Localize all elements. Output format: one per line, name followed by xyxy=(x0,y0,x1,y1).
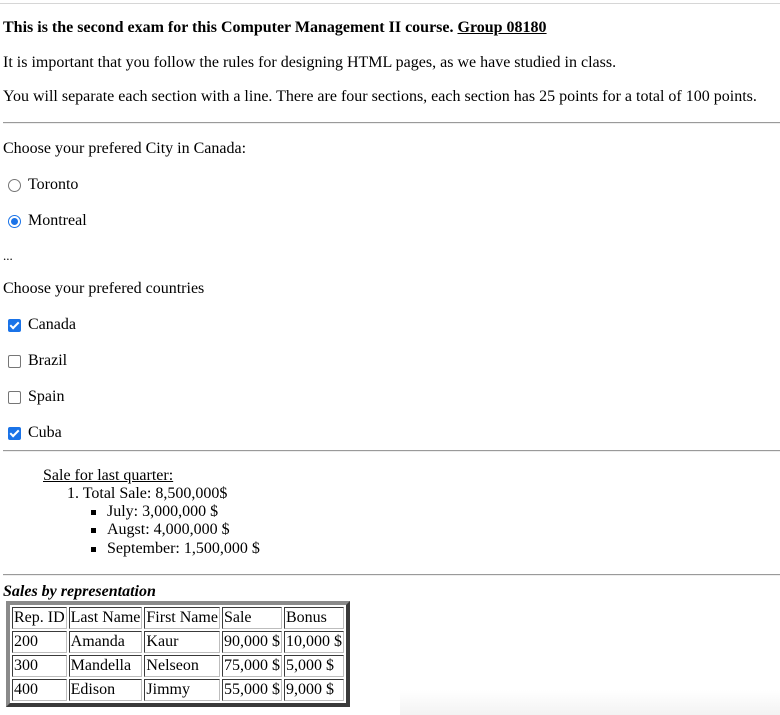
checkbox-option-brazil[interactable] xyxy=(8,352,67,370)
sales-table xyxy=(6,601,350,707)
month-list-item: September: 1,500,000 $ xyxy=(107,540,260,557)
table-row xyxy=(12,679,344,701)
table-cell: 55,000 $ xyxy=(222,679,282,701)
section-divider xyxy=(3,450,780,452)
page-title xyxy=(3,19,547,37)
city-prompt: Choose your prefered City in Canada: xyxy=(3,140,247,157)
table-header-row xyxy=(12,607,344,629)
instruction-paragraph-2: You will separate each section with a line. There are four sections, each section has 25 points for a total of 100 points. xyxy=(3,88,757,105)
header-cell: Bonus xyxy=(284,607,344,629)
table-caption: Sales by representation xyxy=(3,583,156,600)
table-cell: Amanda xyxy=(69,631,143,653)
top-rule xyxy=(0,3,780,4)
header-cell: First Name xyxy=(144,607,220,629)
checkbox-checked[interactable] xyxy=(8,319,21,332)
group-link[interactable]: Group 08180 xyxy=(457,19,547,36)
total-sale-item: 1. Total Sale: 8,500,000$ xyxy=(67,485,228,502)
table-cell: 9,000 $ xyxy=(284,679,344,701)
instruction-paragraph-1: It is important that you follow the rules for designing HTML pages, as we have studied in class. xyxy=(3,54,617,71)
section-divider xyxy=(3,122,780,124)
header-cell: Rep. ID xyxy=(12,607,67,629)
title-text: This is the second exam for this Computer Management II course. xyxy=(3,19,454,36)
table-cell: 5,000 $ xyxy=(284,655,344,677)
checkbox[interactable] xyxy=(8,391,21,404)
table-cell: 75,000 $ xyxy=(222,655,282,677)
checkbox-label: Canada xyxy=(28,316,76,333)
radio-button-selected[interactable] xyxy=(8,215,21,228)
window-shadow xyxy=(400,690,780,715)
checkbox-option-cuba[interactable] xyxy=(8,424,62,442)
table-cell: Edison xyxy=(69,679,143,701)
radio-button[interactable] xyxy=(8,179,21,192)
month-list-item: Augst: 4,000,000 $ xyxy=(107,521,230,538)
header-cell: Last Name xyxy=(69,607,143,629)
table-cell: 300 xyxy=(12,655,67,677)
ellipsis-text: ... xyxy=(3,248,13,263)
radio-option-montreal[interactable] xyxy=(8,212,87,230)
table-cell: 200 xyxy=(12,631,67,653)
header-cell: Sale xyxy=(222,607,282,629)
radio-option-toronto[interactable] xyxy=(8,176,78,194)
sales-heading: Sale for last quarter: xyxy=(43,467,174,484)
radio-label: Toronto xyxy=(28,176,79,193)
table-cell: Jimmy xyxy=(144,679,220,701)
table-row xyxy=(12,655,344,677)
checkbox-checked[interactable] xyxy=(8,427,21,440)
checkbox-label: Brazil xyxy=(28,352,68,369)
table-row xyxy=(12,631,344,653)
month-list-item: July: 3,000,000 $ xyxy=(107,503,219,520)
checkbox-option-spain[interactable] xyxy=(8,388,64,406)
section-divider xyxy=(3,574,780,576)
table-cell: Nelseon xyxy=(144,655,220,677)
checkbox-option-canada[interactable] xyxy=(8,316,76,334)
checkbox[interactable] xyxy=(8,355,21,368)
checkbox-label: Cuba xyxy=(28,424,62,441)
table-cell: 400 xyxy=(12,679,67,701)
table-cell: 90,000 $ xyxy=(222,631,282,653)
table-cell: 10,000 $ xyxy=(284,631,344,653)
radio-label: Montreal xyxy=(28,212,87,229)
countries-prompt: Choose your prefered countries xyxy=(3,280,205,297)
table-cell: Mandella xyxy=(69,655,143,677)
table-cell: Kaur xyxy=(144,631,220,653)
checkbox-label: Spain xyxy=(28,388,65,405)
